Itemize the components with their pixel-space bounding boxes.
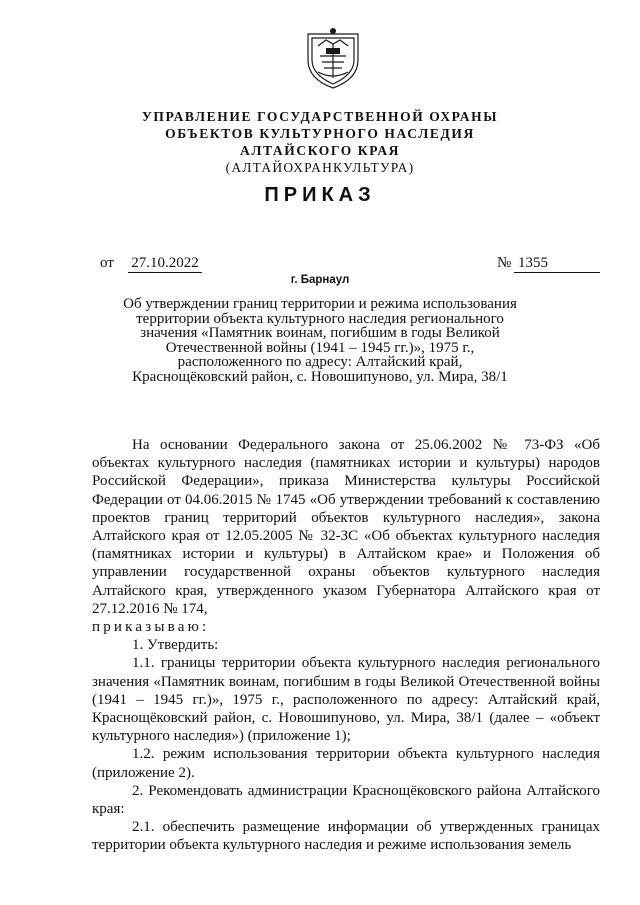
- document-number: 1355: [514, 255, 600, 273]
- date-prefix: от: [100, 255, 114, 271]
- organization-name: [0, 108, 640, 176]
- item-1: 1. Утвердить:: [132, 637, 219, 654]
- subject-line-4: Отечественной войны (1941 – 1945 гг.)», 1975 г.,: [165, 339, 475, 356]
- org-line-1: УПРАВЛЕНИЕ ГОСУДАРСТВЕННОЙ ОХРАНЫ: [141, 109, 499, 124]
- document-type-title: ПРИКАЗ: [264, 184, 376, 206]
- document-date: 27.10.2022: [128, 255, 202, 273]
- document-subject: [0, 297, 640, 385]
- item-1-1: 1.1. границы территории объекта культурного наследия регионального значения «Памятник воинам, погибшим в годы Великой Отечественной войны (1941 – 1945 гг.)», 1975 г., расположенного по адресу: Алтайский край, Краснощёковский район, с. Новошипуново, ул. Мира, 38/1 (далее – «объект культурного наследия») (приложение 1);: [92, 655, 600, 745]
- org-line-3: АЛТАЙСКОГО КРАЯ: [239, 143, 401, 158]
- item-1-2: 1.2. режим использования территории объекта культурного наследия (приложение 2).: [92, 746, 600, 781]
- subject-line-6: Краснощёковский район, с. Новошипуново, ул. Мира, 38/1: [132, 368, 508, 385]
- item-2: 2. Рекомендовать администрации Краснощёковского района Алтайского края:: [92, 782, 600, 818]
- subject-line-1: Об утверждении границ территории и режима использования: [123, 296, 517, 312]
- subject-line-3: значения «Памятник воинам, погибшим в годы Великой: [140, 325, 500, 342]
- org-short-name: (АЛТАЙОХРАНКУЛЬТУРА): [225, 160, 415, 175]
- coat-of-arms-emblem: [304, 26, 362, 90]
- preamble-paragraph: На основании Федерального закона от 25.06.2002 № 73-ФЗ «Об объектах культурного наследия (памятниках истории и культуры) народов Российской Федерации», приказа Министерства культуры Российской Федерации от 04.06.2015 № 1745 «Об утверждении требований к составлению проектов границ территорий объектов культурного наследия», закона Алтайского края от 12.05.2005 № 32-ЗС «Об объектах культурного наследия (памятниках истории и культуры) в Алтайском крае» и Положения об управлении государственной охраны объектов культурного наследия Алтайского края, утвержденного указом Губернатора Алтайского края от 27.12.2016 № 174,: [92, 437, 600, 617]
- subject-line-5: расположенного по адресу: Алтайский край,: [177, 354, 463, 371]
- document-body: [92, 436, 600, 855]
- number-prefix: №: [497, 255, 512, 271]
- org-line-2: ОБЪЕКТОВ КУЛЬТУРНОГО НАСЛЕДИЯ: [165, 126, 475, 141]
- subject-line-2: территории объекта культурного наследия регионального: [136, 310, 504, 327]
- item-2-1: 2.1. обеспечить размещение информации об утвержденных границах территории объекта культурного наследия и режиме использования земель: [92, 819, 600, 854]
- city-name: г. Барнаул: [290, 274, 350, 286]
- order-word: приказываю:: [92, 619, 210, 636]
